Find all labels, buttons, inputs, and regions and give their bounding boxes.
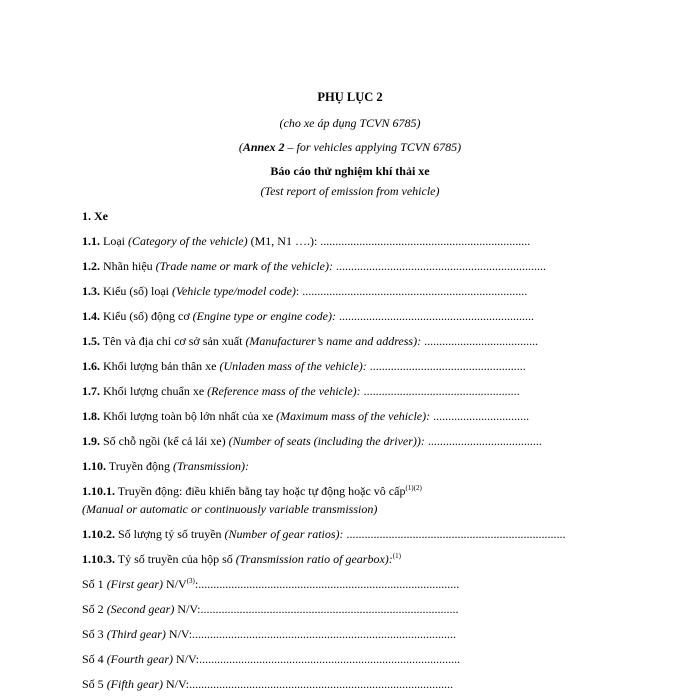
gear-nv: N/V: [174,602,201,616]
gear-dots: ...................................................................................... [200,602,459,616]
item-number: 1.3. [82,284,100,298]
item-number: 1.9. [82,434,100,448]
footnote-marker: (1) [392,552,401,560]
item-dots: ................................ [433,409,530,423]
item-label-en: (Number of seats (including the driver)): [228,434,428,448]
item-label-vi: Truyền động: điều khiển bằng tay hoặc tự động hoặc vô cấp [115,484,406,498]
list-item [82,484,422,498]
list-item [82,552,401,566]
item-label-vi: Kiểu (số) động cơ [100,309,193,323]
item-number: 1.10.3. [82,552,115,566]
report-title: Báo cáo thử nghiệm khí thải xe [270,164,430,178]
gear-label-en: (Fifth gear) [106,677,164,691]
gear-label-en: (Fourth gear) [106,652,174,666]
item-extra: : [295,284,303,298]
item-number: 1.7. [82,384,100,398]
item-dots: ........................................................................... [302,284,528,298]
item-label-vi: Kiểu (số) loại [100,284,172,298]
item-number: 1.10.2. [82,527,115,541]
item-label-vi: Số chỗ ngồi (kể cả lái xe) [100,434,229,448]
gear-nv: N/V: [163,677,190,691]
gear-label-vi: Số 5 [82,677,107,691]
item-dots: .................................................... [363,384,520,398]
list-item [82,384,520,398]
list-item [82,234,530,248]
subtitle-vi: (cho xe áp dụng TCVN 6785) [279,116,421,130]
gear-label-en: (Third gear) [106,627,166,641]
report-title-en: (Test report of emission from vehicle) [260,184,440,198]
page-title: PHỤ LỤC 2 [317,90,383,104]
gear-nv: N/V: [173,652,200,666]
gear-nv: N/V [163,577,187,591]
item-label-en: (Transmission ratio of gearbox): [235,552,393,566]
gear-label-en: (First gear) [106,577,164,591]
item-label-vi: Nhãn hiệu [100,259,156,273]
gear-label-vi: Số 1 [82,577,107,591]
item-number: 1.8. [82,409,100,423]
item-label-en-continued: (Manual or automatic or continuously variable transmission) [82,502,378,516]
list-item [82,527,566,541]
gear-nv: N/V: [165,627,193,641]
list-item [82,259,546,273]
gear-label-vi: Số 4 [82,652,107,666]
item-label-en: (Vehicle type/model code) [171,284,296,298]
gear-label-vi: Số 2 [82,602,107,616]
item-label-vi: Loại [100,234,128,248]
item-label-en: (Maximum mass of the vehicle): [276,409,434,423]
gear-label-vi: Số 3 [82,627,107,641]
section-heading: 1. Xe [82,209,108,223]
item-number: 1.1. [82,234,100,248]
gear-row [82,677,453,691]
gear-label-en: (Second gear) [106,602,175,616]
item-label-vi: Truyền động [106,459,174,473]
list-item [82,334,538,348]
item-number: 1.4. [82,309,100,323]
item-number: 1.10.1. [82,484,115,498]
gear-row [82,652,460,666]
gear-colon: : [194,577,199,591]
item-label-en: (Unladen mass of the vehicle): [219,359,370,373]
item-label-vi: Số lượng tỷ số truyền [115,527,225,541]
item-label-vi: Khối lượng toàn bộ lớn nhất của xe [100,409,277,423]
item-dots: ......................................................................... [346,527,566,541]
gear-dots: ....................................................................................... [198,577,460,591]
subtitle-en-rest: – for vehicles applying TCVN 6785) [284,140,462,154]
item-dots: ................................................................. [338,309,534,323]
list-item [82,309,534,323]
item-label-en: (Manufacturer’s name and address): [245,334,425,348]
item-dots: .................................................... [369,359,526,373]
item-label-en: (Engine type or engine code): [192,309,339,323]
item-label-vi: Khối lượng bản thân xe [100,359,220,373]
item-label-vi: Khối lượng chuẩn xe [100,384,208,398]
footnote-marker: (3) [186,577,195,585]
gear-dots: ....................................................................................... [199,652,461,666]
item-label-en: (Trade name or mark of the vehicle): [155,259,336,273]
item-dots: ...................................................................... [320,234,531,248]
item-number: 1.5. [82,334,100,348]
item-number: 1.2. [82,259,100,273]
gear-row [82,602,458,616]
footnote-marker: (1)(2) [405,484,422,492]
subtitle-en-bold: Annex 2 [242,140,285,154]
item-dots: ...................................... [424,334,539,348]
list-item [82,359,526,373]
list-item [82,459,249,473]
gear-dots: ........................................................................................ [189,677,454,691]
gear-row [82,627,456,641]
subtitle-en: (Annex 2 – for vehicles applying TCVN 6785) [238,140,462,154]
list-item [82,434,542,448]
gear-row [82,577,459,591]
item-label-en: (Transmission): [173,459,250,473]
item-dots: ...................................................................... [335,259,546,273]
item-extra: (M1, N1 ….): [247,234,321,248]
item-label-vi: Tỷ số truyền của hộp số [115,552,236,566]
gear-dots: ........................................................................................ [192,627,457,641]
list-item [82,284,527,298]
item-label-en: (Category of the vehicle) [128,234,248,248]
item-label-en: (Number of gear ratios): [224,527,347,541]
item-label-en: (Reference mass of the vehicle): [207,384,364,398]
list-item [82,409,529,423]
item-number: 1.6. [82,359,100,373]
item-dots: ...................................... [427,434,542,448]
item-label-vi: Tên và địa chỉ cơ sở sản xuất [100,334,246,348]
item-number: 1.10. [82,459,106,473]
